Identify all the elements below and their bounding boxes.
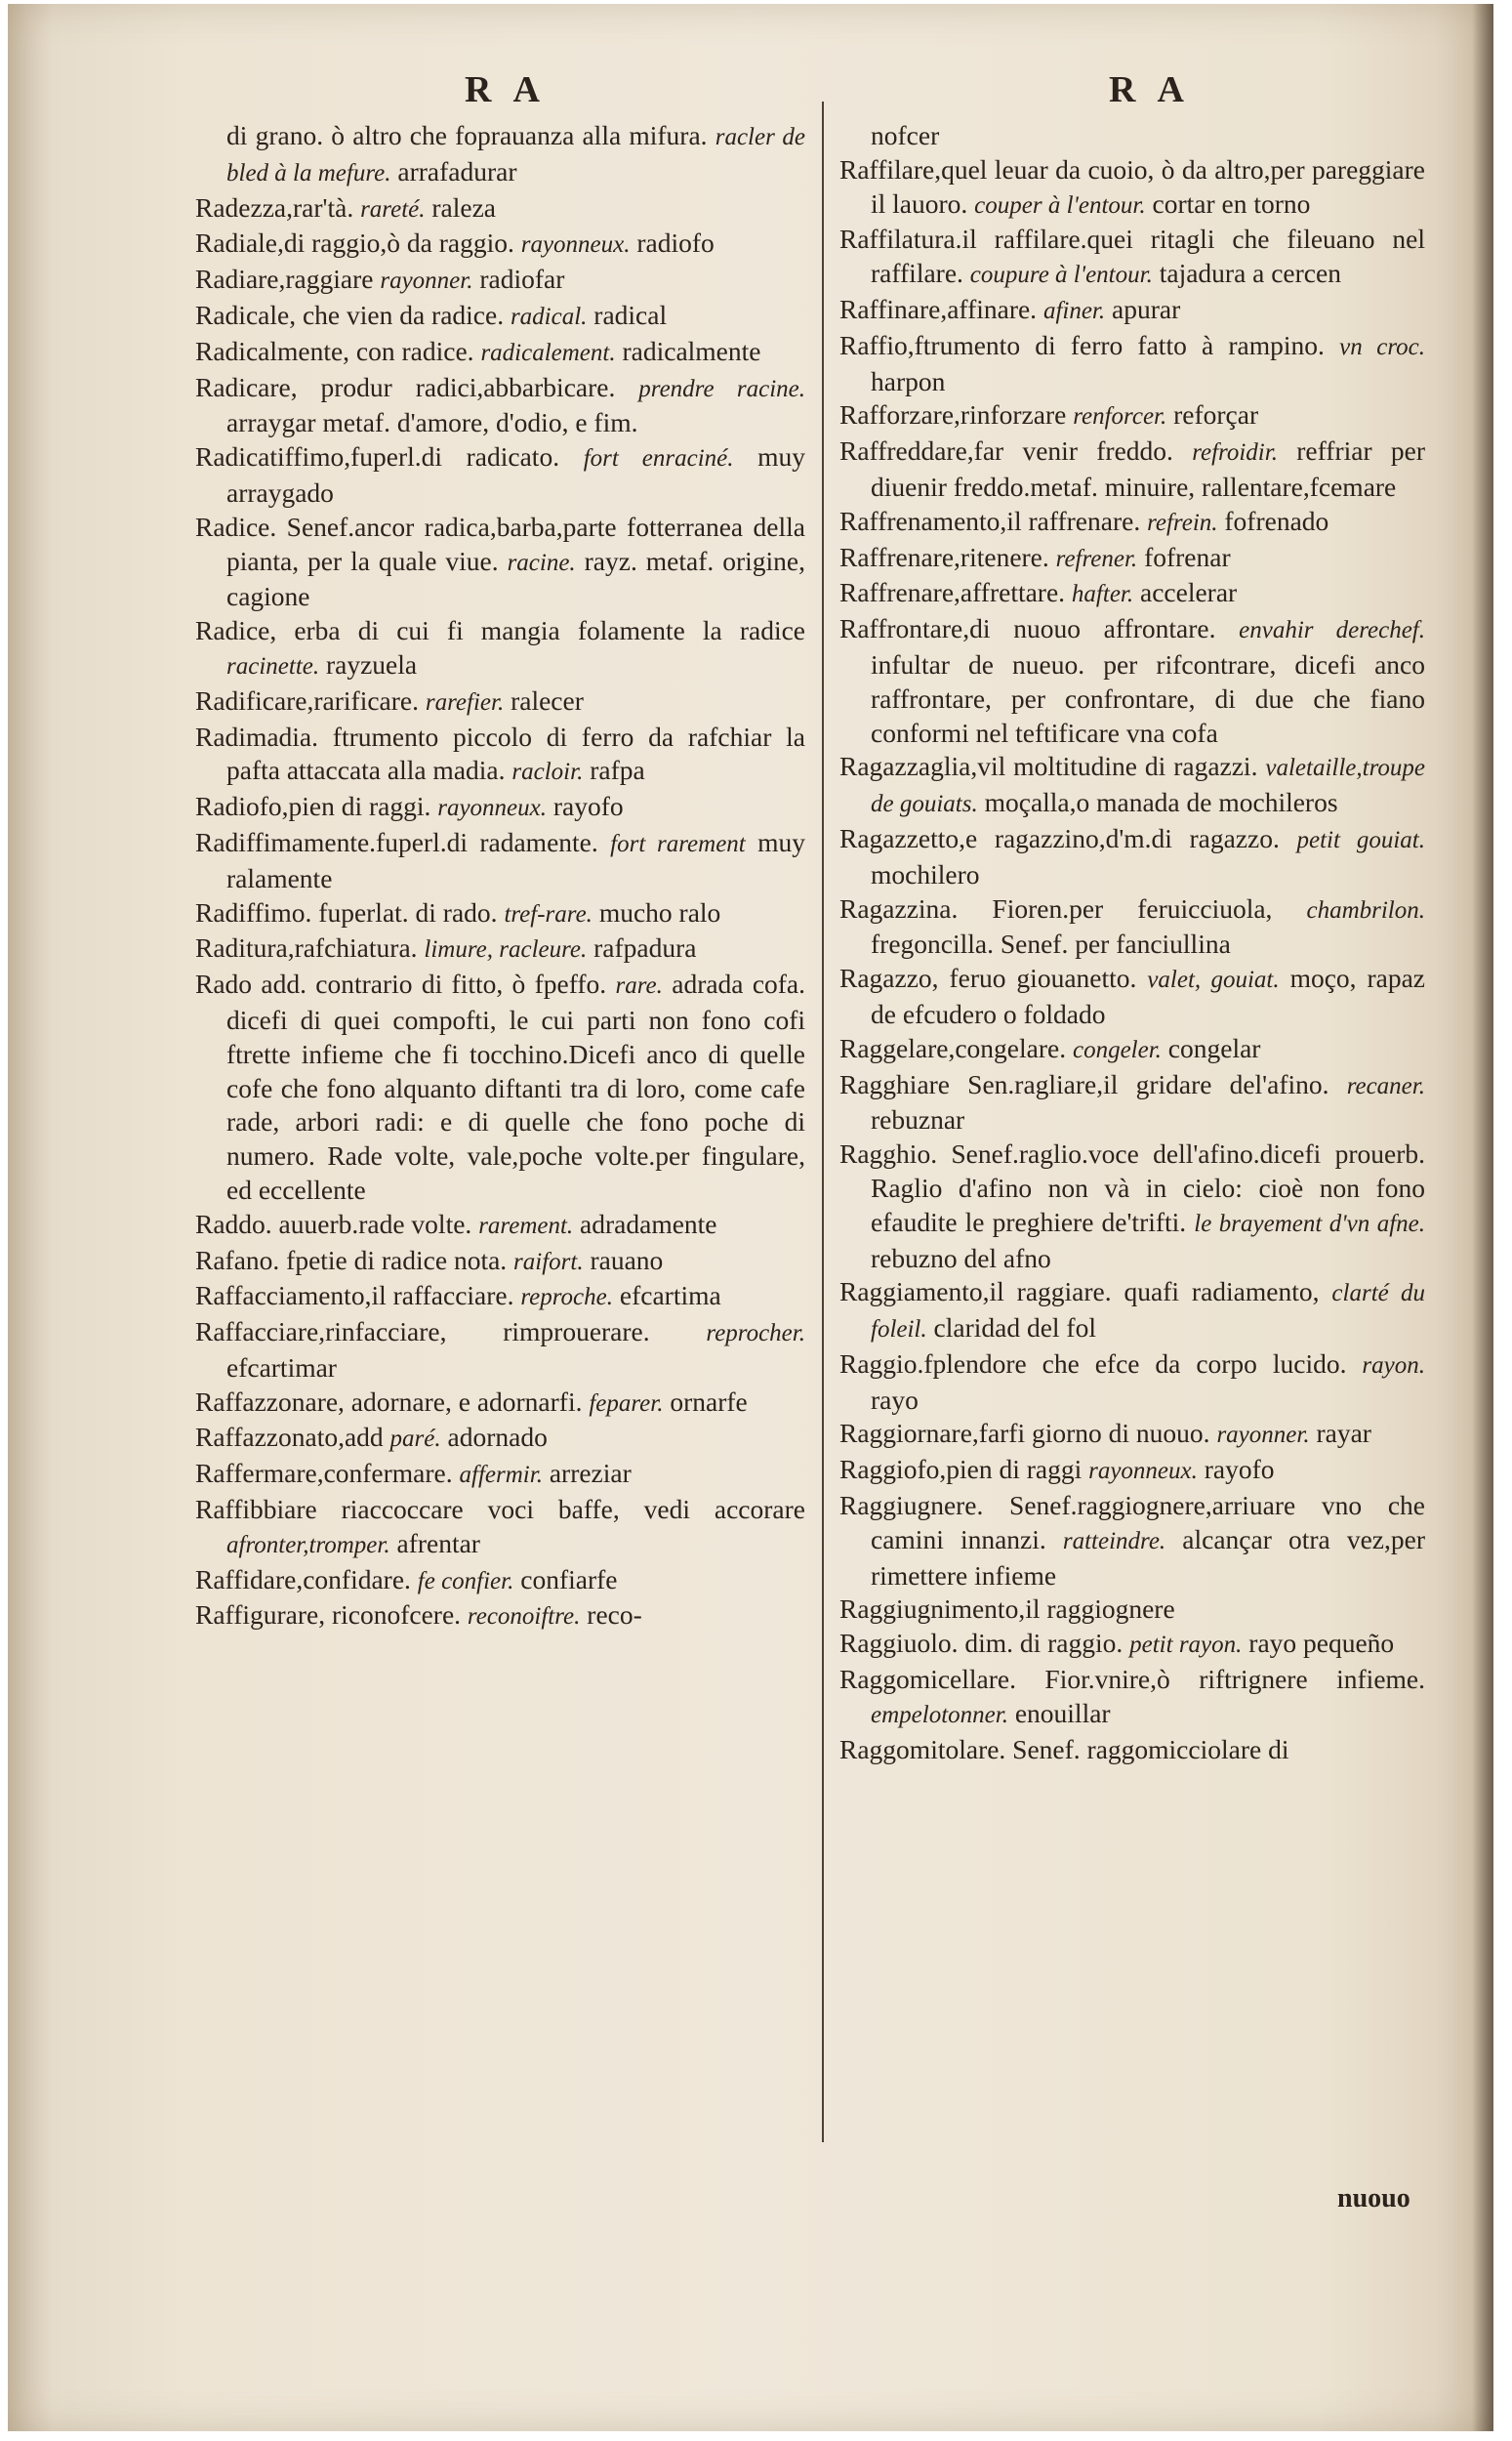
entry-spanish: reffriar per diuenir freddo.metaf. minuire, rallentare,fcemare — [871, 435, 1426, 502]
dictionary-entry — [195, 826, 805, 896]
entry-italian: Raffrenare,affrettare. — [839, 577, 1066, 608]
dictionary-entry — [195, 1315, 805, 1386]
entry-french: vn croc. — [1339, 333, 1426, 360]
dictionary-entry — [195, 335, 805, 371]
entry-italian: Raggiofo,pien di raggi — [839, 1454, 1083, 1485]
dictionary-entry — [839, 750, 1425, 822]
entry-french: racinette. — [226, 652, 320, 680]
dictionary-entry — [839, 119, 1425, 153]
entry-italian: Raffazzonare, adornare, e adornarfi. — [195, 1386, 583, 1417]
entry-spanish: rayofo — [552, 791, 624, 822]
entry-italian: Radimadia. ftrumento piccolo di ferro da rafchiar la pafta attaccata alla madia. — [195, 721, 805, 786]
dictionary-entry — [195, 1493, 805, 1563]
entry-spanish: arrafadurar — [397, 155, 517, 186]
entry-french: rayon. — [1362, 1351, 1425, 1379]
dictionary-entry — [839, 1453, 1425, 1489]
running-head-left: RA — [465, 69, 561, 110]
entry-italian: Radiale,di raggio,ò da raggio. — [195, 228, 514, 259]
entry-french: feparer. — [589, 1389, 664, 1417]
dictionary-entry — [839, 1138, 1425, 1275]
entry-spanish: efcartimar — [226, 1351, 337, 1383]
entry-italian: Radicale, che vien da radice. — [195, 299, 505, 330]
dictionary-entry — [195, 790, 805, 826]
entry-french: raifort. — [513, 1248, 584, 1275]
entry-french: congeler. — [1072, 1036, 1162, 1063]
entry-italian: Radiffimamente.fuperl.di radamente. — [195, 826, 598, 857]
entry-spanish: adradamente — [580, 1208, 717, 1239]
entry-french: refroidir. — [1192, 439, 1278, 467]
entry-italian: Raffidare,confidare. — [195, 1563, 411, 1594]
entry-spanish: alcançar otra vez,per rimettere infieme — [871, 1523, 1425, 1591]
entry-italian: Rafano. fpetie di radice nota. — [195, 1244, 508, 1275]
entry-italian: Raggiugnimento,il raggiognere — [839, 1593, 1175, 1625]
entry-spanish: cortar en torno — [1152, 187, 1311, 219]
entry-spanish: claridad del fol — [933, 1312, 1096, 1344]
dictionary-entry — [195, 371, 805, 441]
entry-french: couper à l'entour. — [974, 191, 1146, 219]
entry-italian: Radicare, produr radici,abbarbicare. — [195, 371, 616, 402]
dictionary-entry — [839, 1593, 1425, 1627]
entry-french: affermir. — [459, 1462, 543, 1489]
entry-french: racloir. — [511, 759, 584, 786]
entry-french: coupure à l'entour. — [969, 262, 1153, 289]
dictionary-entry — [195, 191, 805, 228]
entry-french: racine. — [507, 549, 576, 576]
entry-french: fort enraciné. — [583, 445, 734, 473]
entry-french: recaner. — [1346, 1072, 1425, 1099]
dictionary-entry — [839, 1733, 1425, 1767]
dictionary-entry — [839, 822, 1425, 892]
entry-spanish: infultar de nueuo. per rifcontrare, dicefi anco raffrontare, per confrontare, di due che fiano conformi nel teftificare vna cofa — [871, 648, 1425, 748]
dictionary-entry — [195, 684, 805, 721]
entry-italian: Raffazzonato,add — [195, 1422, 384, 1453]
dictionary-entry — [839, 1663, 1425, 1733]
entry-italian: Ragazzaglia,vil moltitudine di ragazzi. — [839, 751, 1258, 782]
dictionary-entry — [195, 1279, 805, 1315]
dictionary-entry — [195, 1457, 805, 1493]
entry-spanish: rayo — [871, 1384, 919, 1415]
entry-italian: Radice. Senef.ancor radica,barba,parte fotterranea della pianta, per la quale viue. — [195, 511, 805, 576]
entry-italian: Raffilare,quel leuar da cuoio, ò da altro,per pareggiare il lauoro. — [839, 153, 1425, 219]
dictionary-entry — [195, 1598, 805, 1634]
entry-french: refrener. — [1055, 545, 1138, 572]
entry-spanish: mochilero — [871, 858, 980, 890]
entry-spanish: reco- — [587, 1599, 642, 1631]
dictionary-entry — [839, 223, 1425, 293]
entry-italian: Raffrenamento,il raffrenare. — [839, 505, 1141, 536]
dictionary-entry — [839, 962, 1425, 1032]
entry-italian: Ragghio. Senef.raglio.voce dell'afino.dicefi prouerb. Raglio d'afino non và in cielo: cioè non fono efaudite le preghiere de'trifti. — [839, 1138, 1425, 1237]
entry-french: rayonneux. — [520, 231, 631, 259]
entry-spanish: ornarfe — [670, 1386, 748, 1417]
entry-spanish: reforçar — [1173, 399, 1259, 431]
dictionary-entry — [839, 1489, 1425, 1593]
dictionary-entry — [839, 293, 1425, 329]
entry-spanish: rayar — [1316, 1418, 1371, 1449]
entry-spanish: rafpadura — [593, 932, 697, 964]
entry-italian: Radezza,rar'tà. — [195, 191, 354, 223]
entry-french: paré. — [389, 1426, 441, 1453]
dictionary-entry — [839, 612, 1425, 750]
dictionary-entry — [839, 1275, 1425, 1347]
entry-italian: Raggelare,congelare. — [839, 1032, 1067, 1063]
entry-italian: Raffinare,affinare. — [839, 293, 1038, 324]
entry-spanish: accelerar — [1140, 577, 1238, 608]
dictionary-entry — [195, 614, 805, 684]
entry-spanish: muy arraygado — [226, 441, 806, 508]
entry-spanish: adrada cofa. dicefi di quei compofti, le cui parti non fono cofi ftrette infieme che fi tocchino.Dicefi anco di quelle cofe che fono alquanto diftanti tra di loro, come cafe rade, arbori radi: e di quelle che fono poche di numero. Rade volte, vale,poche volte.per fingulare, ed eccellente — [226, 969, 806, 1205]
page-edge-shadow — [1472, 4, 1493, 2431]
dictionary-entry — [195, 1208, 805, 1244]
entry-french: limure, racleure. — [424, 936, 588, 964]
entry-french: racler de bled à la mefure. — [226, 124, 805, 186]
entry-spanish: ralecer — [511, 684, 584, 716]
dictionary-entry — [839, 434, 1425, 505]
dictionary-entry — [195, 896, 805, 932]
dictionary-entry — [839, 329, 1425, 399]
entry-italian: Radificare,rarificare. — [195, 684, 419, 716]
entry-french: afronter,tromper. — [226, 1531, 390, 1558]
entry-french: empelotonner. — [871, 1701, 1008, 1728]
entry-italian: Radicatiffimo,fuperl.di radicato. — [195, 441, 560, 473]
entry-spanish: confiarfe — [520, 1563, 618, 1594]
entry-italian: Radiffimo. fuperlat. di rado. — [195, 896, 498, 928]
entry-spanish: adornado — [447, 1422, 548, 1453]
entry-italian: di grano. ò altro che foprauanza alla mifura. — [226, 120, 708, 150]
entry-spanish: rayofo — [1204, 1454, 1275, 1485]
entry-italian: Radiare,raggiare — [195, 264, 374, 295]
entry-italian: Raggomitolare. Senef. raggomicciolare di — [839, 1733, 1289, 1764]
dictionary-entry — [195, 1421, 805, 1457]
entry-spanish: raleza — [431, 191, 496, 223]
entry-spanish: rauano — [590, 1244, 664, 1275]
entry-french: le brayement d'vn afne. — [1194, 1210, 1426, 1237]
entry-spanish: rebuzno del afno — [871, 1242, 1051, 1273]
entry-spanish: efcartima — [619, 1280, 721, 1311]
entry-spanish: fregoncilla. Senef. per fanciullina — [871, 929, 1231, 960]
entry-spanish: rayzuela — [325, 648, 418, 680]
entry-italian: Raggomicellare. Fior.vnire,ò riftrignere infieme. — [839, 1664, 1425, 1695]
page-sheet — [8, 4, 1493, 2431]
entry-italian: Rafforzare,rinforzare — [839, 399, 1067, 431]
entry-spanish: apurar — [1112, 293, 1181, 324]
entry-spanish: harpon — [871, 365, 946, 396]
entry-spanish: moço, rapaz de efcudero o foldado — [871, 963, 1425, 1029]
entry-spanish: rayo pequeño — [1248, 1628, 1395, 1659]
entry-french: tref-rare. — [504, 900, 593, 928]
entry-italian: Raffibbiare riaccoccare voci baffe, vedi accorare — [195, 1494, 805, 1525]
entry-french: prendre racine. — [638, 375, 805, 402]
entry-italian: Raddo. auuerb.rade volte. — [195, 1208, 472, 1239]
dictionary-entry — [195, 968, 805, 1208]
dictionary-entry — [839, 1627, 1425, 1663]
entry-french: valet, gouiat. — [1147, 967, 1280, 994]
entry-french: rare. — [615, 972, 663, 1000]
entry-italian: Ragazzina. Fioren.per feruicciuola, — [839, 892, 1273, 924]
entry-french: petit gouiat. — [1296, 826, 1426, 853]
entry-french: rayonneux. — [437, 795, 547, 822]
entry-italian: Raffilatura.il raffilare.quei ritagli che fileuano nel raffilare. — [839, 224, 1425, 289]
dictionary-entry — [195, 299, 805, 335]
entry-french: radical. — [510, 303, 588, 330]
entry-french: envahir derechef. — [1239, 617, 1426, 644]
dictionary-entry — [195, 511, 805, 614]
dictionary-entry — [195, 263, 805, 299]
dictionary-entry — [195, 721, 805, 791]
entry-italian: Raffacciare,rinfacciare, rimprouerare. — [195, 1316, 650, 1347]
entry-french: afiner. — [1042, 297, 1106, 324]
entry-french: fe confier. — [417, 1567, 514, 1594]
entry-french: reprocher. — [706, 1320, 805, 1347]
right-column — [839, 119, 1425, 1766]
entry-spanish: moçalla,o manada de mochileros — [984, 787, 1338, 818]
entry-french: chambrilon. — [1306, 896, 1426, 924]
entry-italian: Raffio,ftrumento di ferro fatto à rampino. — [839, 329, 1325, 360]
entry-spanish: radiofo — [636, 228, 715, 259]
entry-spanish: rebuznar — [871, 1104, 965, 1136]
entry-spanish: arraygar metaf. d'amore, d'odio, e fim. — [226, 407, 638, 438]
entry-french: renforcer. — [1073, 403, 1167, 431]
entry-italian: Raffacciamento,il raffacciare. — [195, 1280, 514, 1311]
entry-spanish: afrentar — [396, 1527, 480, 1558]
entry-spanish: rayz. metaf. origine, cagione — [226, 545, 805, 612]
entry-italian: Raggiamento,il raggiare. quafi radiamento, — [839, 1276, 1320, 1307]
column-divider — [822, 102, 824, 2142]
dictionary-entry — [839, 505, 1425, 541]
entry-italian: Ragghiare Sen.ragliare,il gridare del'afino. — [839, 1068, 1329, 1099]
entry-spanish: congelar — [1167, 1032, 1261, 1063]
dictionary-entry — [195, 440, 805, 511]
dictionary-entry — [839, 153, 1425, 224]
entry-spanish: fofrenado — [1224, 505, 1329, 536]
entry-italian: Ragazzo, feruo giouanetto. — [839, 963, 1137, 994]
entry-french: ratteindre. — [1062, 1527, 1166, 1554]
entry-spanish: radical — [593, 299, 668, 330]
dictionary-entry — [839, 398, 1425, 434]
catchword: nuouo — [1337, 2183, 1410, 2213]
entry-french: rarement. — [478, 1212, 574, 1239]
entry-french: petit rayon. — [1129, 1632, 1243, 1659]
entry-french: rayonner. — [380, 268, 473, 295]
entry-french: valetaille,troupe de gouiats. — [871, 755, 1425, 818]
entry-italian: Raffrenare,ritenere. — [839, 541, 1049, 572]
running-head-right: RA — [1109, 69, 1206, 110]
left-column — [195, 119, 805, 1634]
entry-french: rayonner. — [1216, 1422, 1310, 1449]
dictionary-entry — [839, 892, 1425, 963]
entry-spanish: arreziar — [549, 1458, 632, 1489]
entry-french: radicalement. — [480, 339, 616, 366]
dictionary-entry — [839, 1068, 1425, 1138]
entry-italian: Raffermare,confermare. — [195, 1458, 453, 1489]
entry-italian: Raffigurare, riconofcere. — [195, 1599, 462, 1631]
entry-french: rareté. — [360, 195, 426, 223]
entry-spanish: muy ralamente — [226, 826, 806, 893]
entry-italian: Radiofo,pien di raggi. — [195, 791, 431, 822]
entry-french: fort rarement — [610, 830, 746, 857]
entry-italian: Raggiugnere. Senef.raggiognere,arriuare vno che camini innanzi. — [839, 1490, 1425, 1554]
entry-french: rarefier. — [425, 688, 505, 716]
dictionary-entry — [839, 1417, 1425, 1453]
entry-spanish: rafpa — [590, 755, 645, 786]
dictionary-entry — [195, 1563, 805, 1599]
dictionary-entry — [839, 541, 1425, 577]
dictionary-entry — [195, 931, 805, 968]
entry-italian: Radice, erba di cui fi mangia folamente la radice — [195, 615, 805, 646]
dictionary-entry — [195, 1244, 805, 1280]
entry-french: hafter. — [1071, 581, 1134, 608]
entry-spanish: mucho ralo — [598, 896, 721, 928]
entry-spanish: fofrenar — [1144, 541, 1231, 572]
entry-spanish: enouillar — [1014, 1697, 1111, 1728]
entry-italian: Radicalmente, con radice. — [195, 335, 474, 366]
entry-italian: Raffreddare,far venir freddo. — [839, 435, 1173, 467]
dictionary-entry — [195, 1386, 805, 1422]
dictionary-entry — [839, 1347, 1425, 1418]
entry-spanish: radicalmente — [622, 335, 761, 366]
dictionary-entry — [195, 119, 805, 191]
dictionary-entry — [839, 576, 1425, 612]
entry-italian: Raggiuolo. dim. di raggio. — [839, 1628, 1124, 1659]
entry-spanish: radiofar — [479, 264, 565, 295]
entry-italian: Ragazzetto,e ragazzino,d'm.di ragazzo. — [839, 822, 1280, 853]
entry-french: clarté du foleil. — [871, 1280, 1426, 1344]
entry-italian: Raggio.fplendore che efce da corpo lucido. — [839, 1347, 1347, 1379]
entry-italian: nofcer — [871, 120, 940, 150]
entry-french: rayonneux. — [1088, 1458, 1198, 1485]
entry-italian: Raggiornare,farfi giorno di nuouo. — [839, 1418, 1210, 1449]
entry-french: reproche. — [520, 1284, 614, 1311]
dictionary-entry — [195, 227, 805, 263]
entry-spanish: tajadura a cercen — [1159, 258, 1341, 289]
entry-italian: Raffrontare,di nuouo affrontare. — [839, 613, 1216, 644]
dictionary-entry — [839, 1032, 1425, 1068]
entry-italian: Rado add. contrario di fitto, ò fpeffo. — [195, 969, 607, 1000]
entry-italian: Raditura,rafchiatura. — [195, 932, 418, 964]
entry-french: reconoiftre. — [467, 1603, 581, 1631]
entry-french: refrein. — [1147, 509, 1218, 536]
